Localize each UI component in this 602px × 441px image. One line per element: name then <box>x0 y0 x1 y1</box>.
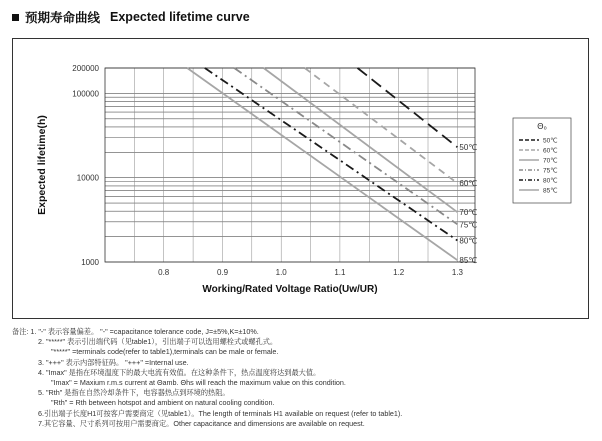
legend-entry: 85℃ <box>543 187 558 195</box>
heading-title-en: Expected lifetime curve <box>110 10 250 24</box>
y-tick-label: 1000 <box>81 258 99 267</box>
legend-entry: 60℃ <box>543 147 558 155</box>
chart-frame <box>12 38 589 319</box>
x-tick-label: 1.1 <box>334 268 346 277</box>
note-line: 7.其它容量、尺寸系列可按用户需要商定。Other capacitance and dimensions are available on request. <box>38 418 365 428</box>
notes-block <box>12 327 596 429</box>
note-line: "Rth" = Rth between hotspot and ambient on natural cooling condition. <box>51 398 275 408</box>
x-tick-label: 1.3 <box>451 268 463 277</box>
series-end-label: 50℃ <box>459 143 478 153</box>
note-line: 6.引出端子长度H1可按客户需要商定（见table1）。The length of terminals H1 available on request (refer to table1). <box>38 408 403 418</box>
x-tick-label: 1.0 <box>275 268 287 277</box>
series-line-2 <box>305 68 458 183</box>
series-end-label: 85℃ <box>459 256 478 266</box>
note-line: 2. "*****" 表示引出端代码（见table1），引出端子可以选用螺栓式或螺孔式。 <box>38 337 278 347</box>
series-end-label: 60℃ <box>459 179 478 189</box>
x-axis-label: Working/Rated Voltage Ratio(Uw/UR) <box>202 284 378 295</box>
heading-title-cn: 预期寿命曲线 <box>25 11 101 25</box>
section-heading <box>12 9 250 25</box>
note-line: 5. "Rth" 是指在自然冷却条件下，电容器热点到环境的热阻。 <box>38 388 230 398</box>
legend-entry: 80℃ <box>543 177 558 185</box>
series-end-label: 80℃ <box>459 236 478 246</box>
y-tick-label: 10000 <box>76 173 99 183</box>
series-end-label: 75℃ <box>459 220 478 230</box>
legend-title: Θ₀ <box>537 122 547 131</box>
note-line: "Imax" = Maxium r.m.s current at Θamb. Θhs will reach the maximum value on this condition. <box>51 377 346 387</box>
y-axis-label: Expected lifetime(h) <box>36 115 48 215</box>
note-line: "*****" =terminals code(refer to table1),terminals can be male or female. <box>51 347 279 357</box>
series-end-label: 70℃ <box>459 208 478 218</box>
x-tick-label: 0.8 <box>158 268 170 277</box>
note-line: 备注: 1. "-" 表示容量偏差。 "-" =capacitance tolerance code, J=±5%,K=±10%. <box>12 327 259 336</box>
y-tick-label: 100000 <box>72 89 99 99</box>
legend-entry: 50℃ <box>543 137 558 145</box>
series-line-4 <box>234 68 457 224</box>
x-tick-label: 1.2 <box>393 268 405 277</box>
y-tick-label: 200000 <box>72 64 99 73</box>
x-tick-label: 0.9 <box>216 268 229 277</box>
note-line: 3. "+++" 表示内部特征码。 "+++" =Internal use. <box>38 357 189 367</box>
legend-entry: 70℃ <box>543 157 558 165</box>
series-line-1 <box>358 68 458 147</box>
square-bullet-icon <box>12 14 19 21</box>
note-line: 4. "Imax" 是指在环境温度下的最大电流有效值。在这种条件下，热点温度将达到最大值。 <box>38 367 321 377</box>
lifetime-chart <box>13 39 588 318</box>
series-line-6 <box>187 68 457 260</box>
series-line-5 <box>205 68 458 241</box>
legend-entry: 75℃ <box>543 167 558 175</box>
